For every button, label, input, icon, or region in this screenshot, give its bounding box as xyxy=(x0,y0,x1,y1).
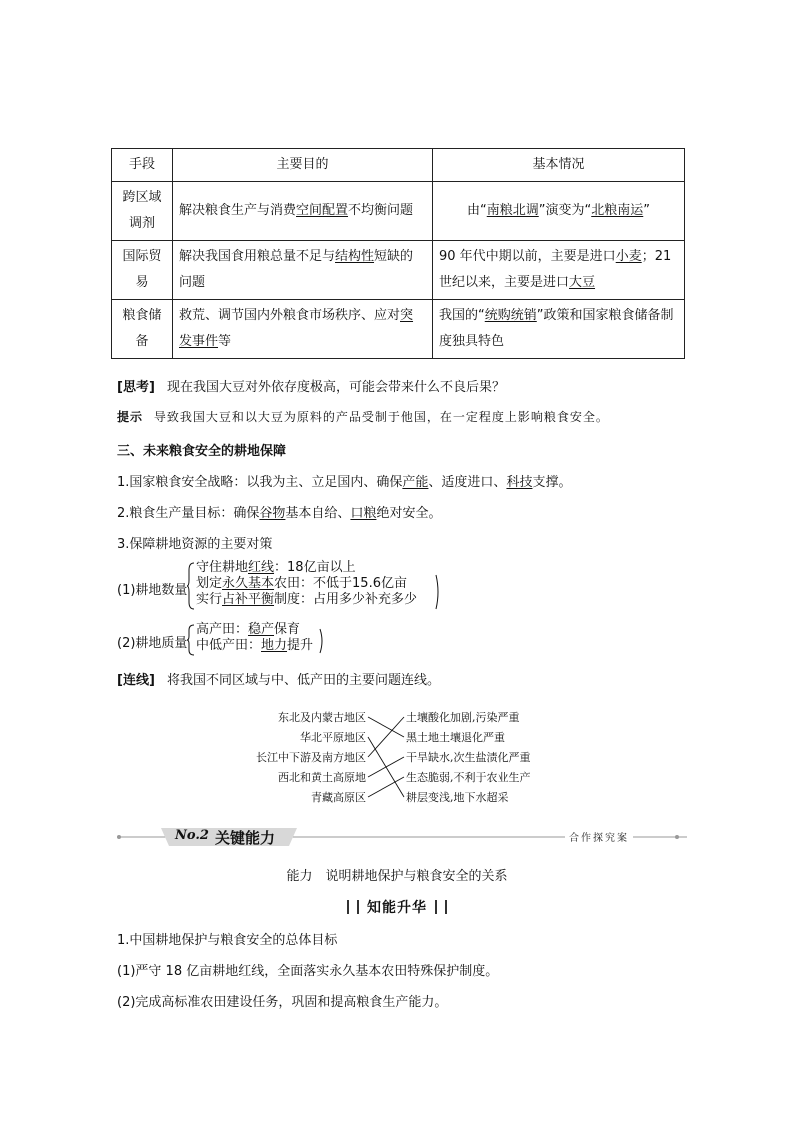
cell-purpose: 救荒、调节国内外粮食市场秩序、应对突发事件等 xyxy=(173,300,433,359)
ability-title: 能力 说明耕地保护与粮食安全的关系 xyxy=(286,869,508,884)
strategy-paragraph: 1.国家粮食安全战略：以我为主、立足国内、确保产能、适度进口、科技支撑。 xyxy=(117,475,572,490)
header-status: 基本情况 xyxy=(433,149,685,182)
cell-means: 跨区域调剂 xyxy=(112,182,173,241)
problem-item: 干旱缺水,次生盐渍化严重 xyxy=(406,751,531,764)
quality-label: (2)耕地质量 xyxy=(117,636,188,651)
banner-title: 关键能力 xyxy=(215,829,276,847)
problem-item: 生态脆弱,不利于农业生产 xyxy=(406,771,531,784)
table-row xyxy=(112,241,685,300)
table-row xyxy=(112,182,685,241)
region-item: 长江中下游及南方地区 xyxy=(256,751,366,764)
think-tag: [思考] xyxy=(117,380,155,395)
region-item: 青藏高原区 xyxy=(311,791,366,804)
quantity-item: 守住耕地红线：18亿亩以上 xyxy=(196,560,356,575)
header-purpose: 主要目的 xyxy=(173,149,433,182)
think-question: [思考] 现在我国大豆对外依存度极高，可能会带来什么不良后果？ xyxy=(117,380,506,395)
cell-status: 90 年代中期以前，主要是进口小麦；21 世纪以来，主要是进口大豆 xyxy=(433,241,685,300)
region-item: 西北和黄土高原地 xyxy=(278,771,366,784)
quantity-item: 实行占补平衡制度：占用多少补充多少 xyxy=(196,592,418,607)
connect-instruction: [连线] 将我国不同区域与中、低产田的主要问题连线。 xyxy=(117,673,441,688)
policy-table xyxy=(111,148,685,359)
region-item: 华北平原地区 xyxy=(300,731,366,744)
cell-purpose: 解决粮食生产与消费空间配置不均衡问题 xyxy=(173,182,433,241)
bar-left-icon xyxy=(347,900,359,914)
bar-right-icon xyxy=(435,900,447,914)
banner-number: No.2 xyxy=(175,828,209,843)
quality-group xyxy=(117,622,337,658)
quantity-group xyxy=(117,560,457,612)
problem-item: 黑土地土壤退化严重 xyxy=(406,731,505,744)
matching-diagram xyxy=(200,706,600,806)
quantity-label: (1)耕地数量 xyxy=(117,583,188,598)
connect-tag: [连线] xyxy=(117,673,155,688)
ability-paragraph: 1.中国耕地保护与粮食安全的总体目标 xyxy=(117,933,338,948)
table-header-row xyxy=(112,149,685,182)
right-paren xyxy=(435,574,441,610)
section-title: 三、未来粮食安全的耕地保障 xyxy=(117,444,287,459)
region-item: 东北及内蒙古地区 xyxy=(278,711,366,724)
quality-item: 高产田：稳产保育 xyxy=(196,622,301,637)
problem-item: 耕层变浅,地下水超采 xyxy=(406,791,509,804)
cell-status: 由“南粮北调”演变为“北粮南运” xyxy=(433,182,685,241)
think-hint: 提示 导致我国大豆和以大豆为原料的产品受制于他国，在一定程度上影响粮食安全。 xyxy=(117,410,609,424)
left-brace xyxy=(187,562,195,610)
quality-item: 中低产田：地力提升 xyxy=(196,638,314,653)
right-paren xyxy=(319,628,325,654)
hint-tag: 提示 xyxy=(117,410,144,424)
cell-means: 粮食储备 xyxy=(112,300,173,359)
measures-heading: 3.保障耕地资源的主要对策 xyxy=(117,537,273,552)
ability-paragraph: (2)完成高标准农田建设任务，巩固和提高粮食生产能力。 xyxy=(117,995,448,1010)
left-brace xyxy=(187,624,195,656)
cell-status: 我国的“统购统销”政策和国家粮食储备制度独具特色 xyxy=(433,300,685,359)
connection-lines xyxy=(368,706,404,806)
table-row xyxy=(112,300,685,359)
ability-paragraph: (1)严守 18 亿亩耕地红线，全面落实永久基本农田特殊保护制度。 xyxy=(117,964,499,979)
banner-right-label: 合作探究案 xyxy=(565,829,633,844)
cell-purpose: 解决我国食用粮总量不足与结构性短缺的问题 xyxy=(173,241,433,300)
section-banner xyxy=(117,826,687,848)
quantity-item: 划定永久基本农田：不低于15.6亿亩 xyxy=(196,576,407,591)
target-paragraph: 2.粮食生产量目标：确保谷物基本自给、口粮绝对安全。 xyxy=(117,506,442,521)
problem-item: 土壤酸化加剧,污染严重 xyxy=(406,711,520,724)
cell-means: 国际贸易 xyxy=(112,241,173,300)
header-means: 手段 xyxy=(112,149,173,182)
sub-heading: 知能升华 xyxy=(0,897,794,917)
